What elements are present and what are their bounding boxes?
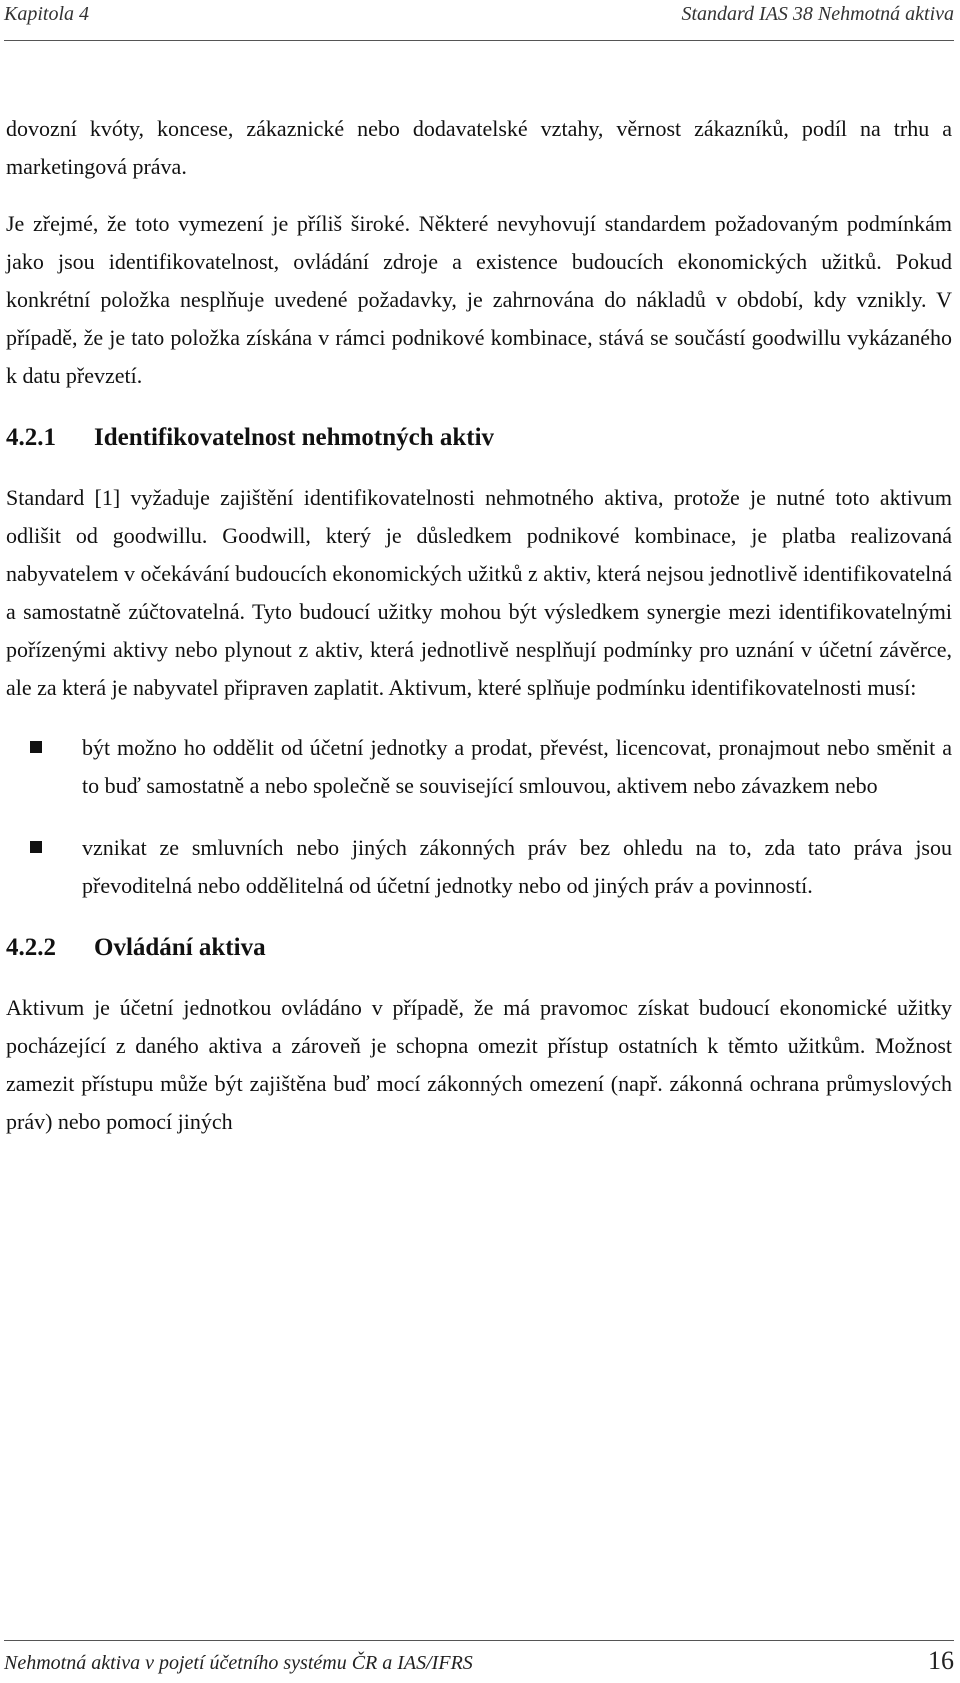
header-section-title: Standard IAS 38 Nehmotná aktiva <box>681 3 954 25</box>
list-item <box>6 729 952 805</box>
section-title: Ovládání aktiva <box>94 934 266 961</box>
page-number: 16 <box>928 1646 954 1675</box>
section-heading-4-2-2 <box>6 929 952 967</box>
bullet-list <box>6 729 952 905</box>
paragraph: dovozní kvóty, koncese, zákaznické nebo dodavatelské vztahy, věrnost zákazníků, podíl na trhu a marketingová práva. <box>6 116 952 179</box>
section-heading-4-2-1 <box>6 419 952 457</box>
paragraph: Je zřejmé, že toto vymezení je příliš široké. Některé nevyhovují standardem požadovaným podmínkám jako jsou identifikovatelnost, ovládání zdroje a existence budoucích ekonomických užitků. Pokud konkrétní položka nesplňuje uvedené požadavky, je zahrnována do nákladů v období, kdy vznikly. V případě, že je tato položka získána v rámci podnikové kombinace, stává se součástí goodwillu vykázaného k datu převzetí. <box>6 211 952 388</box>
body-text <box>6 110 952 1141</box>
paragraph: Aktivum je účetní jednotkou ovládáno v případě, že má pravomoc získat budoucí ekonomické užitky pocházející z daného aktiva a zároveň je schopna omezit přístup ostatních k těmto užitkům. Možnost zamezit přístupu může být zajištěna buď mocí zákonných omezení (např. zákonná ochrana průmyslových práv) nebo pomocí jiných <box>6 995 952 1134</box>
list-item-text: vznikat ze smluvních nebo jiných zákonných práv bez ohledu na to, zda tato práva jsou převoditelná nebo oddělitelná od účetní jednotky nebo od jiných práv a povinností. <box>82 835 952 898</box>
square-bullet-icon <box>6 729 82 767</box>
section-title: Identifikovatelnost nehmotných aktiv <box>94 424 495 451</box>
header-rule <box>4 40 954 41</box>
paragraph: Standard [1] vyžaduje zajištění identifikovatelnosti nehmotného aktiva, protože je nutné toto aktivum odlišit od goodwillu. Goodwill, který je důsledkem podnikové kombinace, je platba realizovaná nabyvatelem v očekávání budoucích ekonomických užitků z aktiv, která nejsou jednotlivě identifikovatelná a samostatně zúčtovatelná. Tyto budoucí užitky mohou být výsledkem synergie mezi identifikovatelnými pořízenými aktivy nebo plynout z aktiv, která jednotlivě nesplňují podmínky pro uznání v účetní závěrce, ale za která je nabyvatel připraven zaplatit. Aktivum, které splňuje podmínku identifikovatelnosti musí: <box>6 485 952 700</box>
header-chapter: Kapitola 4 <box>4 3 90 25</box>
footer-rule <box>4 1640 954 1641</box>
footer-title: Nehmotná aktiva v pojetí účetního systému ČR a IAS/IFRS <box>4 1652 473 1674</box>
page-footer <box>4 1646 954 1676</box>
list-item <box>6 829 952 905</box>
page-header <box>4 3 954 33</box>
section-number: 4.2.2 <box>6 934 56 961</box>
section-number: 4.2.1 <box>6 424 56 451</box>
list-item-text: být možno ho oddělit od účetní jednotky a prodat, převést, licencovat, pronajmout nebo směnit a to buď samostatně a nebo společně se související smlouvou, aktivem nebo závazkem nebo <box>82 735 952 798</box>
square-bullet-icon <box>6 829 82 867</box>
